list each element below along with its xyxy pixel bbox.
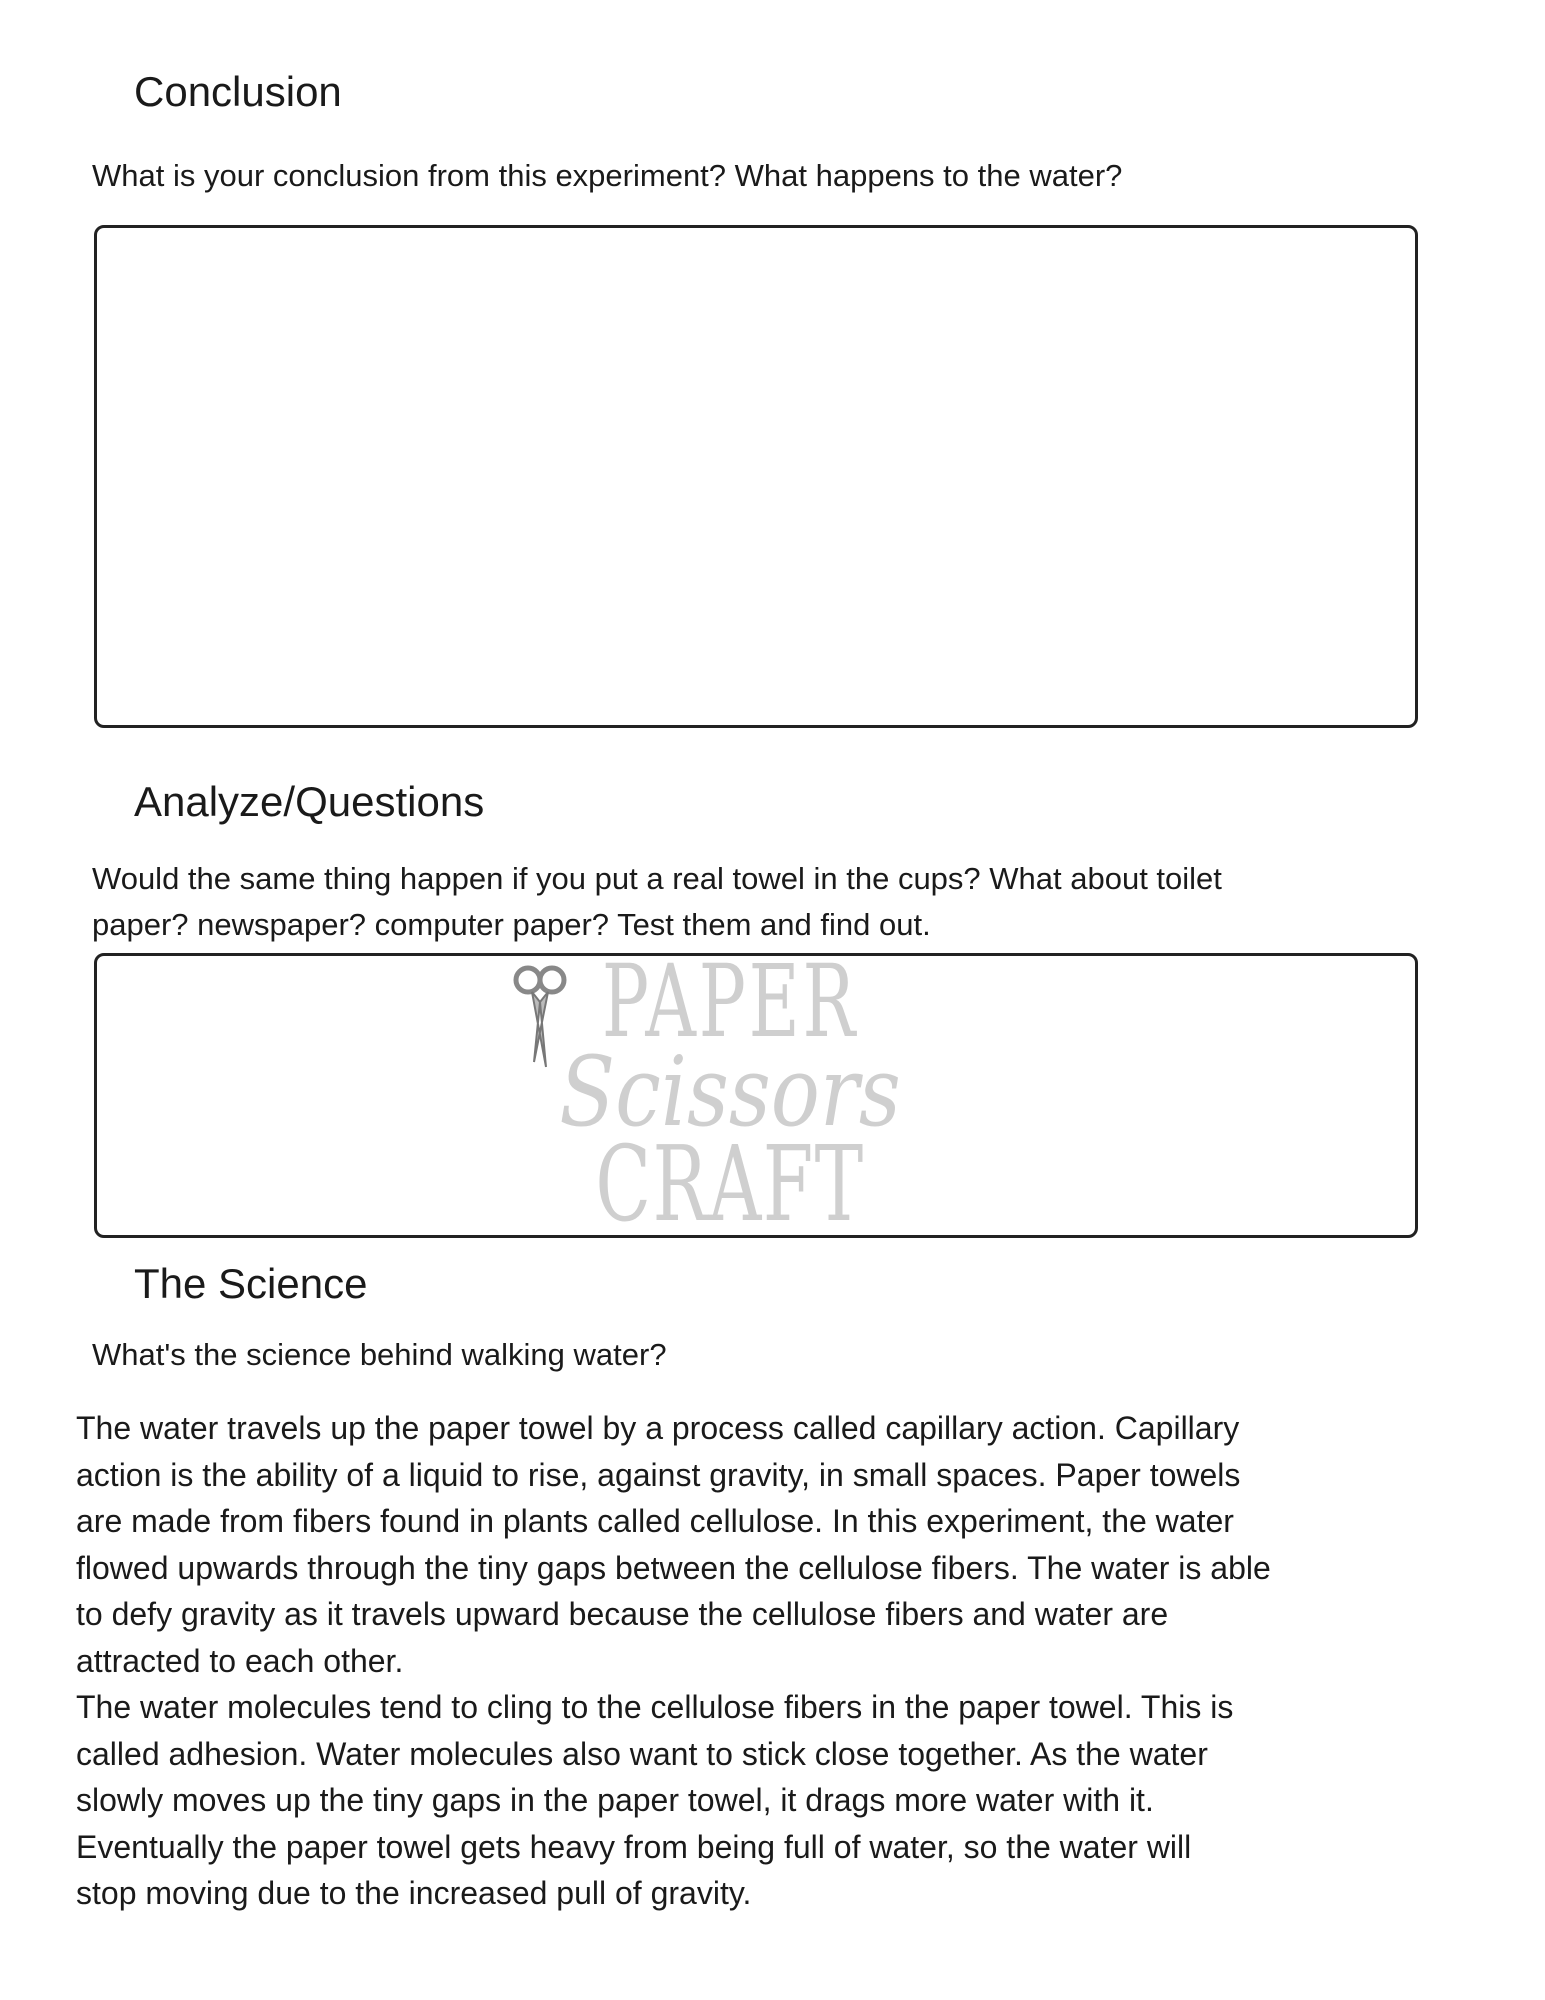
analyze-question-line-1: Would the same thing happen if you put a real towel in the cups? What about toilet [92,861,1222,896]
science-explanation [76,1405,1271,1917]
conclusion-answer-box[interactable] [94,225,1418,728]
body-line: slowly moves up the tiny gaps in the paper towel, it drags more water with it. [76,1782,1154,1818]
watermark-line-1: PAPER [601,943,859,1060]
body-line: action is the ability of a liquid to rise, against gravity, in small spaces. Paper towels [76,1456,1241,1493]
conclusion-heading: Conclusion [134,68,342,115]
science-question: What's the science behind walking water? [92,1337,667,1372]
watermark-line-2: Scissors [559,1036,901,1148]
body-line: stop moving due to the increased pull of gravity. [76,1875,752,1911]
watermark-line-3: CRAFT [595,1123,865,1245]
body-line: are made from fibers found in plants called cellulose. In this experiment, the water [76,1503,1234,1539]
science-heading: The Science [134,1260,368,1307]
analyze-question-line-2: paper? newspaper? computer paper? Test them and find out. [92,907,931,942]
body-line: flowed upwards through the tiny gaps between the cellulose fibers. The water is able [76,1549,1271,1586]
body-line: to defy gravity as it travels upward because the cellulose fibers and water are [76,1596,1169,1632]
conclusion-question: What is your conclusion from this experiment? What happens to the water? [92,158,1123,193]
body-line: The water travels up the paper towel by a process called capillary action. Capillary [76,1410,1240,1446]
body-line: called adhesion. Water molecules also want to stick close together. As the water [76,1735,1208,1772]
watermark-logo [520,943,940,1245]
analyze-heading: Analyze/Questions [134,778,485,825]
body-line: attracted to each other. [76,1642,404,1679]
body-line: Eventually the paper towel gets heavy from being full of water, so the water will [76,1828,1192,1865]
body-line: The water molecules tend to cling to the cellulose fibers in the paper towel. This is [76,1689,1234,1725]
